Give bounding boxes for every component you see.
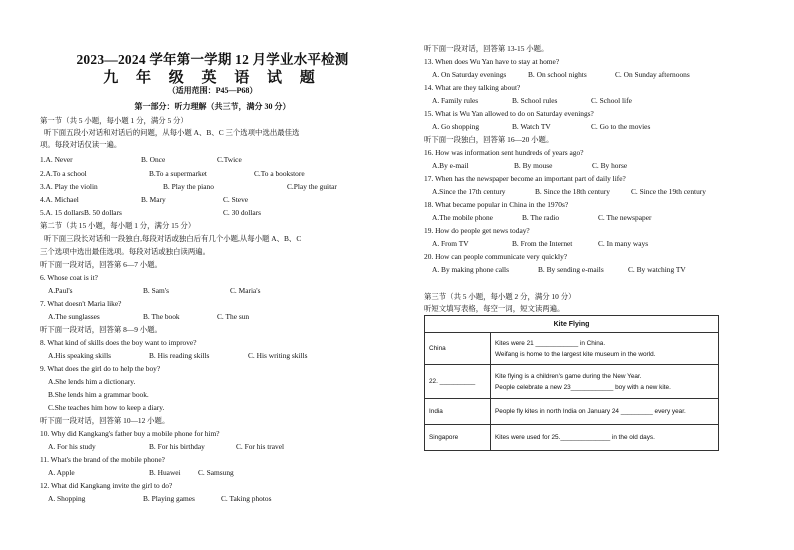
option-b: B. The book <box>143 312 180 321</box>
option-a: A. Michael <box>45 195 79 204</box>
option-b: B. Mary <box>141 195 166 204</box>
row-content <box>491 333 719 365</box>
part1-heading: 第一部分：听力理解（共三节，满分 30 分） <box>134 102 291 111</box>
row-label: India <box>425 399 491 425</box>
table-row <box>425 399 719 425</box>
option-b: B. For his birthday <box>149 442 205 451</box>
question-3 <box>40 182 337 192</box>
option-a: A. On Saturday evenings <box>432 70 507 79</box>
option-b: B. Since the 18th century <box>535 187 610 196</box>
question-11-options <box>48 468 234 478</box>
question-14: 14. What are they talking about? <box>424 83 521 92</box>
option-b: B. His reading skills <box>149 351 210 360</box>
question-number: 2. <box>40 169 46 178</box>
question-17: 17. When has the newspaper become an important part of daily life? <box>424 174 626 183</box>
option-c: C. 30 dollars <box>223 208 261 217</box>
listening-lead: 听下面一段独白，回答第 16—20 小题。 <box>424 135 554 144</box>
option-c: C. Go to the movies <box>591 122 651 131</box>
option-a: A.Since the 17th century <box>432 187 506 196</box>
scope-note: （适用范围：P45—P68） <box>167 86 258 95</box>
option-b: B. Huawei <box>149 468 181 477</box>
option-b: B. Once <box>141 155 166 164</box>
question-20-options <box>432 265 686 275</box>
question-17-options <box>432 187 706 197</box>
question-number: 5. <box>40 208 46 217</box>
option-a: A. Family rules <box>432 96 479 105</box>
question-10: 10. Why did Kangkang's father buy a mobile phone for him? <box>40 429 220 438</box>
question-2 <box>40 169 305 179</box>
option-b: B. From the Internet <box>512 239 573 248</box>
question-8-options <box>48 351 308 361</box>
exam-title: 2023—2024 学年第一学期 12 月学业水平检测 <box>76 52 349 67</box>
section1-instruction: 听下面五段小对话和对话后的问题，从每小题 A、B、C 三个选项中选出最佳选 <box>44 128 300 137</box>
listening-lead: 听下面一段对话，回答第 13-15 小题。 <box>424 44 549 53</box>
question-7-options <box>48 312 250 322</box>
question-14-options <box>432 96 632 106</box>
table-title: Kite Flying <box>425 316 719 333</box>
option-a: A. 15 dollars <box>45 208 84 217</box>
listening-lead: 听下面一段对话，回答第 8—9 小题。 <box>40 325 162 334</box>
kite-flying-table <box>424 315 719 451</box>
table-row <box>425 365 719 399</box>
section3-heading: 第三节（共 5 小题，每小题 2 分，满分 10 分） <box>424 292 576 301</box>
question-6-options <box>48 286 261 296</box>
option-a: A.She lends him a dictionary. <box>48 377 136 386</box>
question-19-options <box>432 239 649 249</box>
option-a: A. Shopping <box>48 494 86 503</box>
option-c: C. For his travel <box>236 442 285 451</box>
question-15-options <box>432 122 651 132</box>
section2-instruction: 三个选项中选出最佳选项。每段对话或独白读两遍。 <box>40 247 210 256</box>
table-row <box>425 425 719 451</box>
question-18-options <box>432 213 652 223</box>
option-b: B. School rules <box>512 96 558 105</box>
option-b: B. By sending e-mails <box>538 265 604 274</box>
option-c: C. The sun <box>217 312 250 321</box>
row-line: People celebrate a new 23____________ boy with a new kite. <box>495 383 671 391</box>
option-a: A.The mobile phone <box>432 213 493 222</box>
question-18: 18. What became popular in China in the 1970s? <box>424 200 569 209</box>
option-c: C. His writing skills <box>248 351 308 360</box>
option-b: B. Playing games <box>143 494 195 503</box>
option-a: A. Never <box>45 155 73 164</box>
option-b: B.To a supermarket <box>149 169 207 178</box>
option-c: C. The newspaper <box>598 213 652 222</box>
question-11: 11. What's the brand of the mobile phone? <box>40 455 165 464</box>
option-c: C. School life <box>591 96 632 105</box>
option-a: A.To a school <box>45 169 87 178</box>
question-5 <box>40 208 261 218</box>
option-c: C.She teaches him how to keep a diary. <box>48 403 165 412</box>
question-13: 13. When does Wu Yan have to stay at home? <box>424 57 560 66</box>
option-c: C. On Sunday afternoons <box>615 70 690 79</box>
row-line: People fly kites in north India on January 24 _________ every year. <box>495 408 686 415</box>
question-12-options <box>48 494 272 504</box>
question-19: 19. How do people get news today? <box>424 226 530 235</box>
question-20: 20. How can people communicate very quickly? <box>424 252 568 261</box>
table-title-row <box>425 316 719 333</box>
question-number: 3. <box>40 182 46 191</box>
question-10-options <box>48 442 285 452</box>
question-4 <box>40 195 249 205</box>
section3-instruction: 听短文填写表格，每空一词，短文读两遍。 <box>424 304 565 313</box>
question-number: 1. <box>40 155 46 164</box>
option-b: B. The radio <box>522 213 560 222</box>
option-a: A. Play the violin <box>45 182 98 191</box>
option-c: C. By watching TV <box>628 265 686 274</box>
option-a: A.Paul's <box>48 286 73 295</box>
option-a: A. By making phone calls <box>432 265 509 274</box>
question-7: 7. What doesn't Maria like? <box>40 299 122 308</box>
section1-instruction: 项。每段对话仅读一遍。 <box>40 140 122 149</box>
listening-lead: 听下面一段对话，回答第 10—12 小题。 <box>40 416 170 425</box>
row-line: Kite flying is a children's game during the New Year. <box>495 372 642 380</box>
option-b: B. By mouse <box>514 161 553 170</box>
section1-heading: 第一节（共 5 小题，每小题 1 分，满分 5 分） <box>40 116 188 125</box>
option-b: B. Play the piano <box>163 182 214 191</box>
option-a: A.His speaking skills <box>48 351 112 360</box>
option-c: C. Taking photos <box>221 494 272 503</box>
option-c: C.Play the guitar <box>287 182 337 191</box>
section2-heading: 第二节（共 15 小题，每小题 1 分，满分 15 分） <box>40 221 196 230</box>
table-row <box>425 333 719 365</box>
option-b: B. Watch TV <box>512 122 551 131</box>
option-b: B. 50 dollars <box>83 208 122 217</box>
option-c: C. In many ways <box>598 239 649 248</box>
question-13-options <box>432 70 690 80</box>
option-a: A. Apple <box>48 468 75 477</box>
option-c: C. Steve <box>223 195 249 204</box>
row-line: Kites were used for 25.______________ in the old days. <box>495 434 655 441</box>
option-c: C. By horse <box>592 161 628 170</box>
question-16-options <box>432 161 628 171</box>
listening-lead: 听下面一段对话，回答第 6—7 小题。 <box>40 260 162 269</box>
option-a: A. Go shopping <box>432 122 480 131</box>
question-15: 15. What is Wu Yan allowed to do on Saturday evenings? <box>424 109 594 118</box>
question-6: 6. Whose coat is it? <box>40 273 98 282</box>
option-c: C. Since the 19th century <box>631 187 706 196</box>
subject-title: 九 年 级 英 语 试 题 <box>103 70 322 86</box>
row-content <box>491 399 719 425</box>
row-content <box>491 425 719 451</box>
question-number: 4. <box>40 195 46 204</box>
option-a: A.The sunglasses <box>48 312 100 321</box>
row-label: China <box>425 333 491 365</box>
option-b: B. Sam's <box>143 286 169 295</box>
option-a: A. From TV <box>432 239 469 248</box>
row-line: Weifang is home to the largest kite museum in the world. <box>495 350 656 358</box>
row-content <box>491 365 719 399</box>
option-a: A. For his study <box>48 442 96 451</box>
section2-instruction: 听下面三段长对话和一段独白,每段对话或独白后有几个小题,从每小题 A、B、C <box>44 234 302 243</box>
option-b: B. On school nights <box>528 70 587 79</box>
row-line: Kites were 21 ____________ in China. <box>495 339 606 347</box>
option-c: C. Samsung <box>198 468 234 477</box>
option-b: B.She lends him a grammar book. <box>48 390 149 399</box>
option-c: C.Twice <box>217 155 242 164</box>
question-16: 16. How was information sent hundreds of years ago? <box>424 148 584 157</box>
option-c: C. Maria's <box>230 286 261 295</box>
row-label: 22. __________ <box>425 365 491 399</box>
question-8: 8. What kind of skills does the boy want to improve? <box>40 338 197 347</box>
option-a: A.By e-mail <box>432 161 469 170</box>
question-12: 12. What did Kangkang invite the girl to do? <box>40 481 173 490</box>
option-c: C.To a bookstore <box>254 169 305 178</box>
question-1 <box>40 155 242 165</box>
question-9: 9. What does the girl do to help the boy? <box>40 364 161 373</box>
row-label: Singapore <box>425 425 491 451</box>
